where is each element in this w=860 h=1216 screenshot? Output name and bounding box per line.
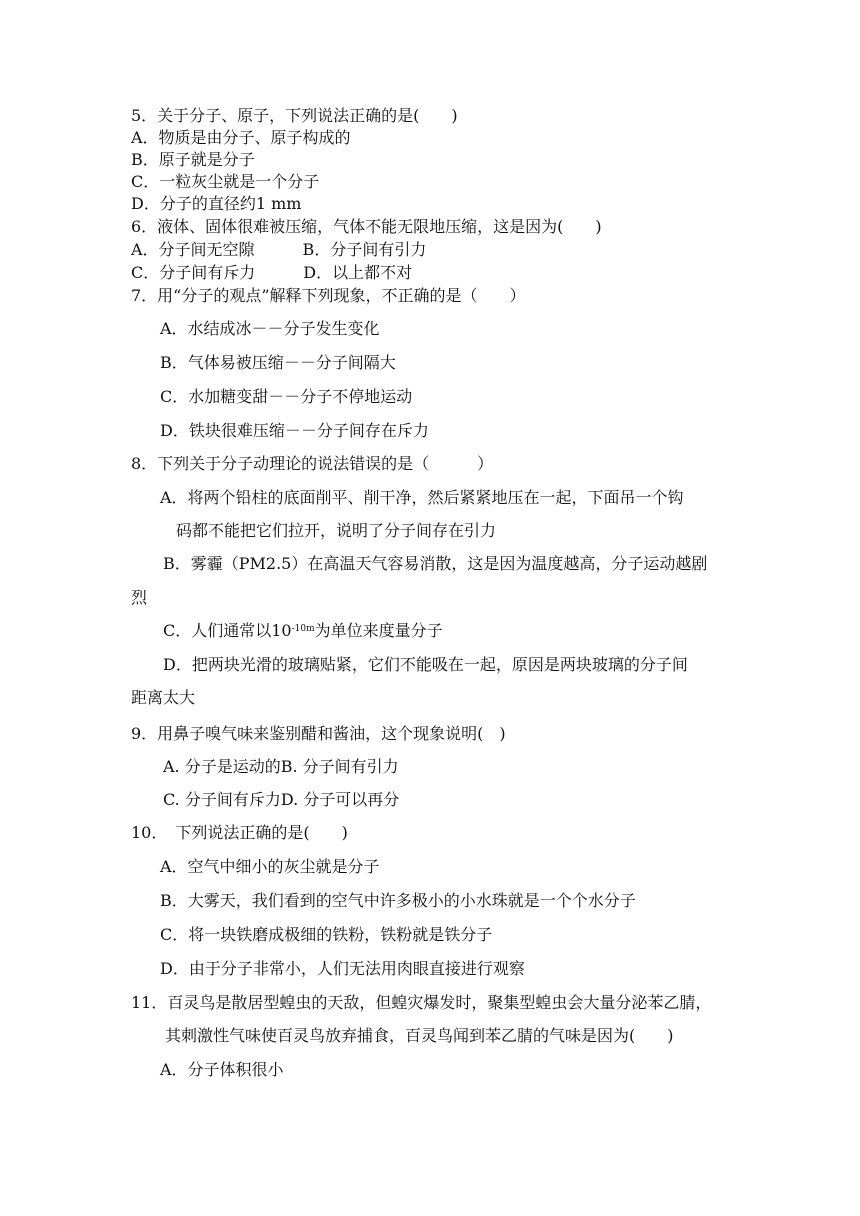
q8-option-a-line1: A．将两个铅柱的底面削平、削干净，然后紧紧地压在一起，下面吊一个钩: [160, 488, 684, 507]
exponent-superscript: -10m: [291, 624, 315, 634]
q8-option-b-line2: 烈: [131, 588, 148, 607]
q5-stem: 5．关于分子、原子，下列说法正确的是( ): [131, 106, 458, 125]
q8-option-a-line2: 码都不能把它们拉开，说明了分子间存在引力: [176, 521, 497, 540]
q7-option-d: D．铁块很难压缩－－分子间存在斥力: [160, 421, 429, 440]
q6-options-cd: C．分子间有斥力 D．以上都不对: [131, 263, 413, 282]
q9-stem: 9．用鼻子嗅气味来鉴别醋和酱油，这个现象说明( ): [131, 724, 506, 743]
q9-options-ab: A. 分子是运动的B. 分子间有引力: [163, 757, 399, 776]
q7-stem: 7．用“分子的观点”解释下列现象，不正确的是（ ）: [131, 286, 526, 305]
q11-stem-line1: 11．百灵鸟是散居型蝗虫的天敌，但蝗灾爆发时，聚集型蝗虫会大量分泌苯乙腈，: [131, 993, 712, 1012]
q9-options-cd: C. 分子间有斥力D. 分子可以再分: [163, 790, 400, 809]
q5-option-a: A．物质是由分子、原子构成的: [131, 128, 351, 147]
q7-option-b: B．气体易被压缩－－分子间隔大: [160, 353, 396, 372]
q11-option-a: A．分子体积很小: [160, 1060, 284, 1079]
q8-stem: 8．下列关于分子动理论的说法错误的是（ ）: [131, 454, 494, 473]
q10-option-d: D．由于分子非常小，人们无法用肉眼直接进行观察: [160, 959, 525, 978]
q7-option-c: C．水加糖变甜－－分子不停地运动: [160, 387, 413, 406]
q7-option-a: A．水结成冰－－分子发生变化: [160, 319, 380, 338]
q5-option-d: D．分子的直径约1 mm: [131, 194, 302, 213]
q10-option-a: A．空气中细小的灰尘就是分子: [160, 857, 380, 876]
q10-option-b: B．大雾天，我们看到的空气中许多极小的小水珠就是一个个水分子: [160, 891, 636, 910]
q10-stem: 10． 下列说法正确的是( ): [131, 823, 348, 842]
q11-stem-line2: 其刺激性气味使百灵鸟放弃捕食，百灵鸟闻到苯乙腈的气味是因为( ): [165, 1026, 674, 1045]
q8-option-d-line2: 距离太大: [131, 688, 196, 707]
q8-option-b-line1: B．雾霾（PM2.5）在高温天气容易消散，这是因为温度越高，分子运动越剧: [163, 554, 708, 573]
q6-options-ab: A．分子间无空隙 B．分子间有引力: [131, 240, 427, 259]
q8-option-c: C．人们通常以$10^{-10m}$为单位来度量分子: [163, 621, 443, 640]
q5-option-b: B．原子就是分子: [131, 150, 255, 169]
q10-option-c: C．将一块铁磨成极细的铁粉，铁粉就是铁分子: [160, 925, 493, 944]
q6-stem: 6．液体、固体很难被压缩，气体不能无限地压缩，这是因为( ): [131, 217, 602, 236]
q5-option-c: C．一粒灰尘就是一个分子: [131, 172, 320, 191]
q8-option-d-line1: D．把两块光滑的玻璃贴紧，它们不能吸在一起，原因是两块玻璃的分子间: [163, 655, 688, 674]
